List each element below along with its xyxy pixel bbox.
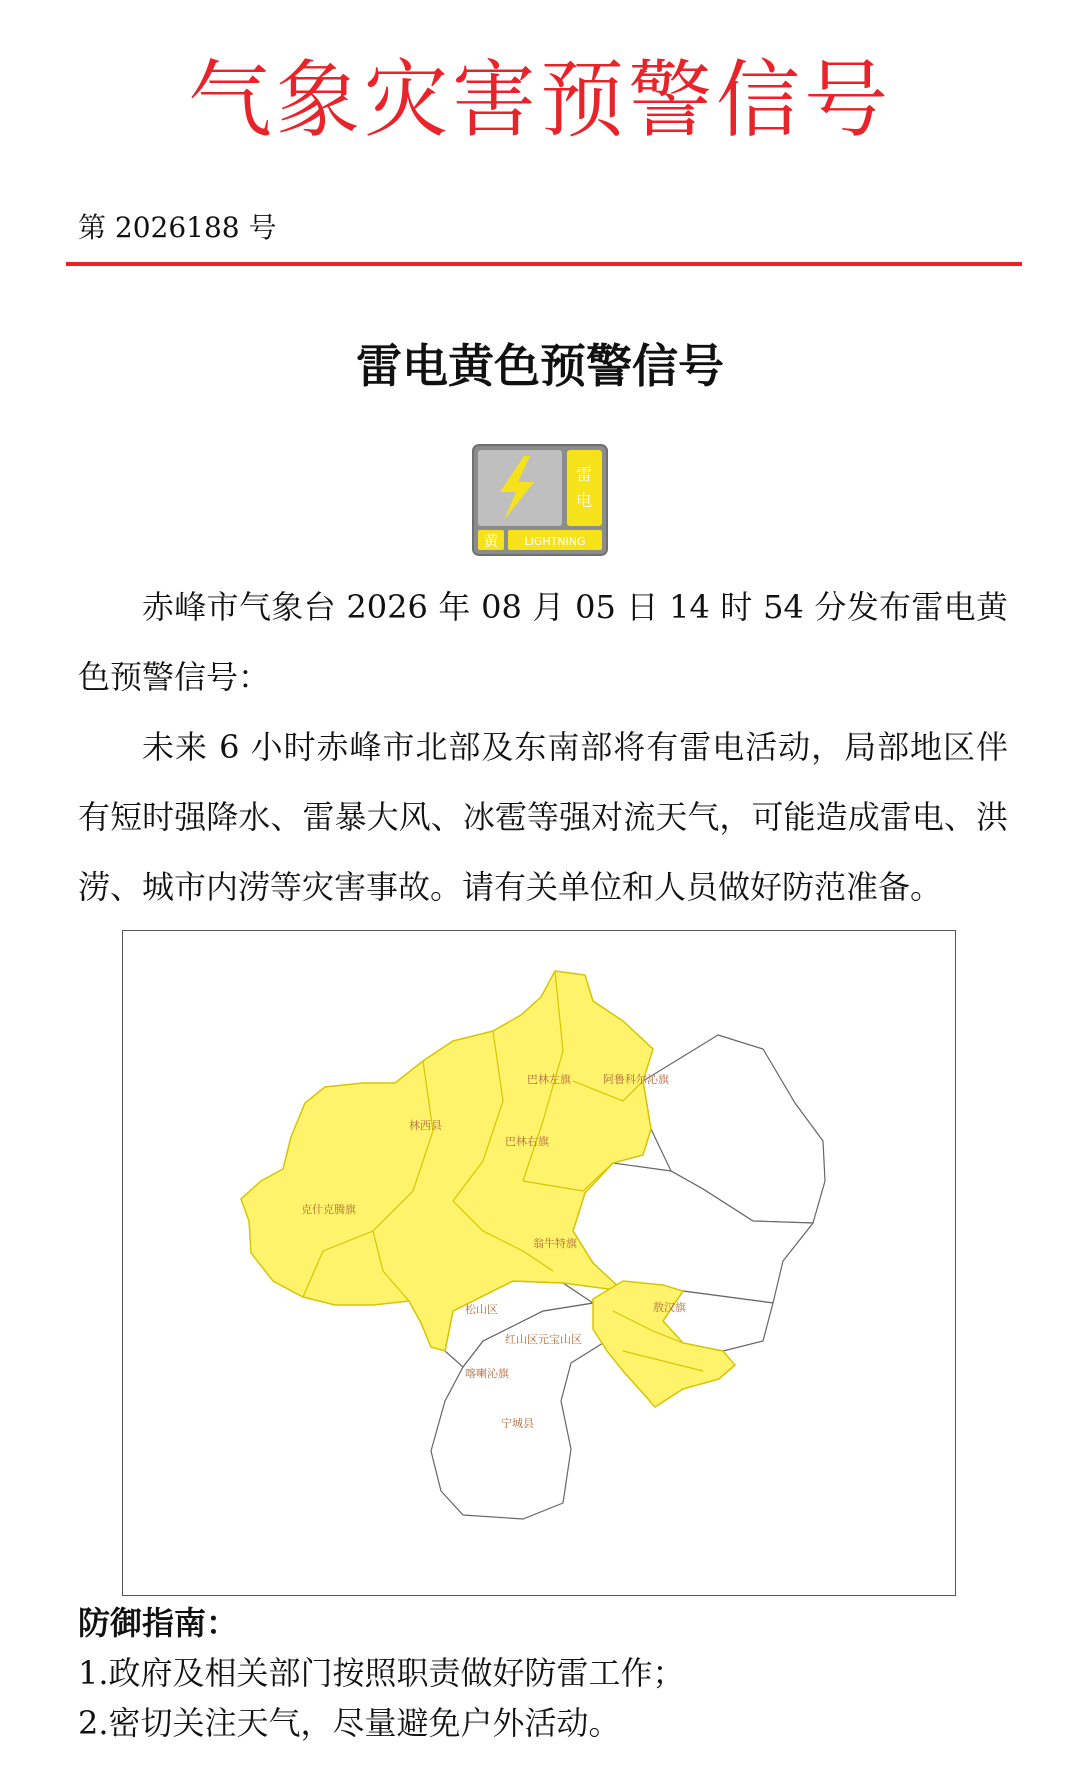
- chifeng-region-map: [123, 931, 957, 1597]
- map-label-wengniuteqi: 翁牛特旗: [533, 1237, 577, 1250]
- issuance-paragraph: 赤峰市气象台 2026 年 08 月 05 日 14 时 54 分发布雷电黄色预警信号：: [78, 588, 1008, 696]
- document-number: 第 2026188 号: [78, 211, 277, 244]
- document-title: 气象灾害预警信号: [187, 51, 892, 149]
- map-label-alukeerqinqi: 阿鲁科尔沁旗: [603, 1073, 669, 1086]
- icon-side-text-2: 电: [575, 491, 593, 510]
- map-label-balinzuoqi: 巴林左旗: [527, 1073, 571, 1086]
- map-label-aohanqi: 敖汉旗: [653, 1301, 686, 1314]
- icon-side-text-1: 雷: [575, 465, 593, 484]
- map-label-ningchengxian: 宁城县: [501, 1417, 534, 1430]
- warning-map: [122, 930, 956, 1596]
- defense-guide-title: 防御指南：: [78, 1604, 239, 1642]
- defense-guide-item: 2.密切关注天气，尽量避免户外活动。: [78, 1704, 621, 1742]
- map-label-harqinqi: 喀喇沁旗: [465, 1367, 509, 1380]
- header-divider: [66, 262, 1022, 266]
- signal-title: 雷电黄色预警信号: [356, 339, 724, 393]
- defense-guide-item: 1.政府及相关部门按照职责做好防雷工作；: [78, 1654, 685, 1692]
- icon-english-text: LIGHTNING: [524, 535, 586, 548]
- lightning-yellow-icon: [472, 444, 608, 556]
- map-label-keshiketengqi: 克什克腾旗: [301, 1203, 356, 1216]
- forecast-paragraph: 未来 6 小时赤峰市北部及东南部将有雷电活动，局部地区伴有短时强降水、雷暴大风、冰雹等强对流天气，可能造成雷电、洪涝、城市内涝等灾害事故。请有关单位和人员做好防范准备。: [78, 728, 1008, 906]
- map-label-balinyouqi: 巴林右旗: [505, 1135, 549, 1148]
- map-label-songshanqu: 松山区: [465, 1303, 498, 1316]
- icon-level-text: 黄: [483, 532, 499, 550]
- map-region-north-warned: [241, 971, 653, 1351]
- map-label-hongshan-yuanbaoshan: 红山区元宝山区: [505, 1333, 582, 1346]
- map-label-linxixian: 林西县: [409, 1119, 442, 1132]
